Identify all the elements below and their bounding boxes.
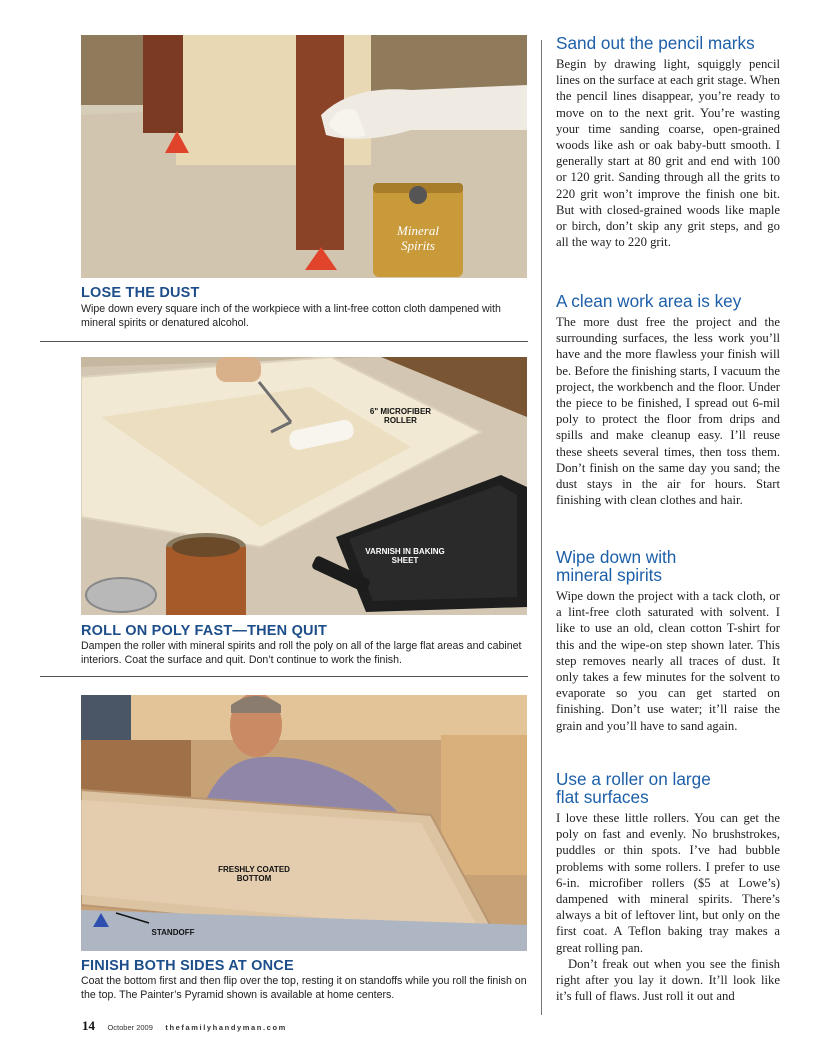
column-divider xyxy=(541,40,542,1015)
photo-finish-both-sides xyxy=(81,695,527,951)
caption-title-2: ROLL ON POLY FAST—THEN QUIT xyxy=(81,623,328,639)
section-body: I love these little rollers. You can get the poly on fast and evenly. No brushstrokes, puddles or thin spots. I’ve had bubble problems with some rollers. I prefer to use 6-in. microfiber rollers ($5 at Lowe’s) dampened with mineral spirits. There’s always a bit of leftover lint, but only on the first coat. A Teflon baking tray makes a great rolling pan. xyxy=(556,811,780,955)
site-url: thefamilyhandyman.com xyxy=(165,1023,287,1032)
photo-3-illustration xyxy=(81,695,527,951)
photo-2-illustration xyxy=(81,357,527,615)
caption-text-2: Dampen the roller with mineral spirits and roll the poly on all of the large flat areas and cabinet interiors. Coat the surface and quit. Don’t continue to work the finish. xyxy=(81,640,522,666)
caption-text-1: Wipe down every square inch of the workpiece with a lint-free cotton cloth dampened with mineral spirits or denatured alcohol. xyxy=(81,303,501,329)
caption-text-3: Coat the bottom first and then flip over the top, resting it on standoffs while you roll the finish on the top. The Painter’s Pyramid shown is available at home centers. xyxy=(81,975,527,1001)
svg-text:Mineral: Mineral xyxy=(397,223,439,238)
svg-text:Spirits: Spirits xyxy=(401,238,435,253)
section-body: The more dust free the project and the surrounding surfaces, the less work you’ll have and the more flawless your finish will be. Before the finishing starts, I vacuum the project, the workbench and the floor. Under the piece to be finished, I spread out 6-mil poly to protect the floor from drips and spills and make cleanup easy. I’ll reuse these sheets several times, then toss them. Don’t finish on the same day you sand; the dust stays in the air for hours. Start finishing with clean clothes and hair. xyxy=(556,315,780,508)
section-heading: Wipe down with mineral spirits xyxy=(556,547,677,585)
page-number: 14 xyxy=(82,1018,95,1033)
label-freshly-coated-bottom: FRESHLY COATED BOTTOM xyxy=(218,865,290,883)
caption-title-3: FINISH BOTH SIDES AT ONCE xyxy=(81,958,294,974)
photo-1-illustration xyxy=(81,35,527,278)
section-body: Begin by drawing light, squiggly pencil lines on the surface at each grit stage. When the pencil lines disappear, you’re ready to move on to the next grit. You’re wasting your time sanding coarse, open-grained woods like ash or oak baby-butt smooth. I generally start at 80 grit and end with 100 or 120 grit. Sanding through all the grits to 220 grit won’t improve the finish one bit. But with closed-grained woods like maple or birch, don’t skip any grit steps, and go all the way to 220 grit. xyxy=(556,57,780,250)
section-use-roller xyxy=(556,770,780,1004)
label-varnish-tray: VARNISH IN BAKING SHEET xyxy=(365,547,445,565)
section-clean-work-area xyxy=(556,292,780,508)
page-footer xyxy=(82,1017,287,1035)
divider-1 xyxy=(40,341,528,342)
photo-roll-on-poly xyxy=(81,357,527,615)
section-body: Wipe down the project with a tack cloth, or a lint-free cloth saturated with solvent. I like to use an old, clean cotton T-shirt for this and the wipe-on step shown later. This step removes nearly all traces of dust. It only takes a few minutes for the solvent to evaporate so you can get started on finishing. Don’t use water; it’ll raise the grain and you’ll have to sand again. xyxy=(556,589,780,733)
section-heading: Use a roller on large flat surfaces xyxy=(556,769,711,807)
poly-can xyxy=(166,533,246,615)
caption-title-1: LOSE THE DUST xyxy=(81,285,200,301)
section-wipe-down xyxy=(556,548,780,734)
section-heading: Sand out the pencil marks xyxy=(556,33,755,53)
label-standoff: STANDOFF xyxy=(151,928,195,937)
mineral-spirits-can xyxy=(373,183,463,277)
issue-date: October 2009 xyxy=(107,1023,153,1032)
section-body-continued: Don’t freak out when you see the finish right after you lay it down. It’ll look like it’s full of flaws. Just roll it out and xyxy=(556,956,780,1004)
section-heading: A clean work area is key xyxy=(556,291,742,311)
label-microfiber-roller: 6" MICROFIBER ROLLER xyxy=(369,407,432,425)
photo-lose-the-dust xyxy=(81,35,527,278)
section-sand-pencil-marks xyxy=(556,34,780,250)
divider-2 xyxy=(40,676,528,677)
